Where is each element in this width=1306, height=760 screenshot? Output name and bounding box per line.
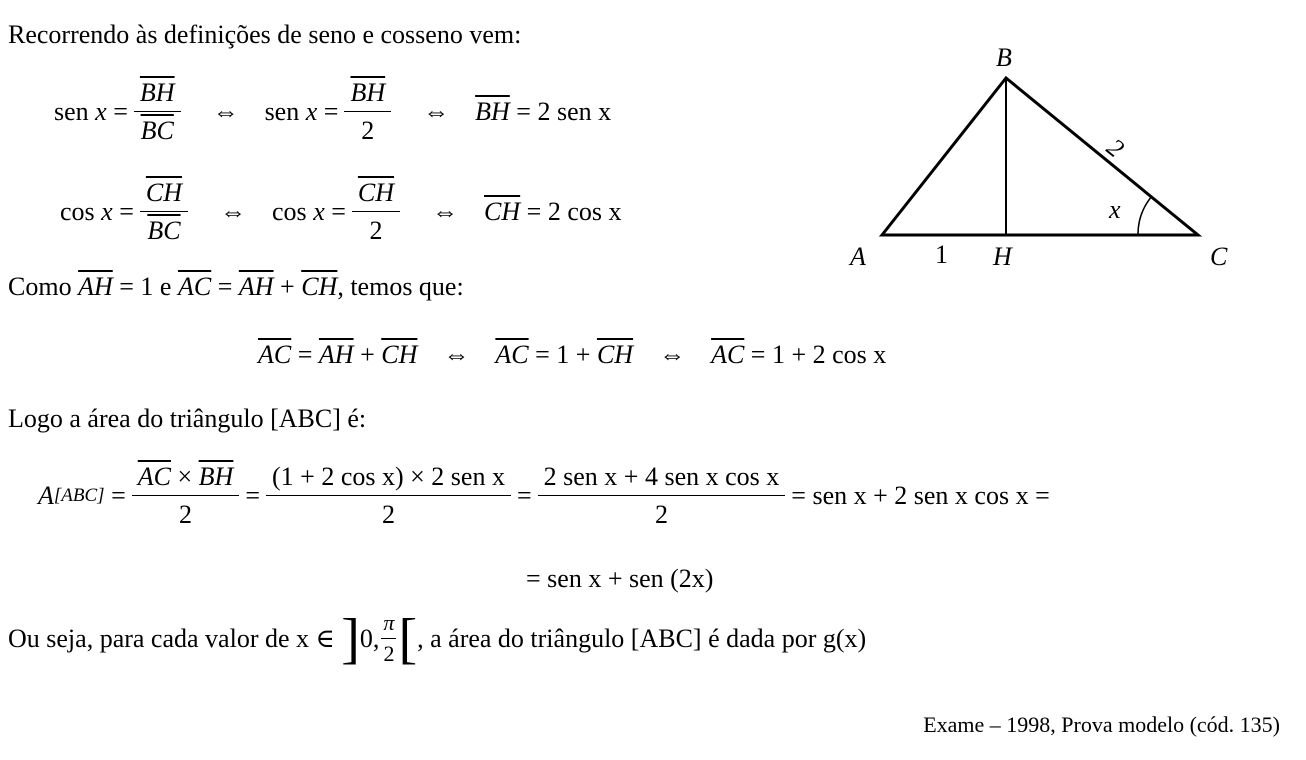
cos-frac2-numerator: $\overline{CH}$ — [352, 178, 400, 212]
pi-denominator: 2 — [383, 641, 395, 666]
como-tail: , temos que: — [337, 272, 464, 301]
triangle-figure — [840, 40, 1250, 280]
como-ah: $\overline{AH}$ — [78, 272, 113, 301]
sen-label-2: sen — [264, 97, 300, 126]
ac-lhs: $\overline{AC}$ — [258, 340, 292, 369]
area-f1-ac: $\overline{AC}$ — [137, 462, 171, 491]
ou-seja-start: Ou seja, para cada valor de x ∈ — [8, 623, 335, 653]
source-citation: Exame – 1998, Prova modelo (cód. 135) — [923, 712, 1280, 737]
sen-label: sen — [54, 97, 89, 126]
como-word: Como — [8, 272, 72, 301]
area-f2-den: 2 — [381, 500, 395, 529]
sine-equation: sen x = $\frac{\overline{BH}}{BC}$ ⇔ sen x = $\frac{\overline{BH}}{2}$ ⇔ $\overline{BH}$ = 2 sen x — [54, 78, 612, 145]
ou-seja-end: , a área do triângulo [ABC] é dada por g(x) — [417, 623, 867, 653]
angle-x-arc — [1138, 196, 1152, 235]
ch-result: $\overline{CH}$ — [484, 197, 521, 226]
logo-line: Logo a área do triângulo [ABC] é: — [8, 404, 367, 433]
sine-fraction-2 — [344, 78, 391, 146]
cos-frac2-denominator: 2 — [369, 216, 383, 245]
iff-symbol: ⇔ — [212, 97, 239, 126]
como-ah2: $\overline{AH}$ — [238, 272, 274, 301]
label-a: A — [850, 242, 866, 271]
label-c: C — [1210, 242, 1228, 271]
intro-text: Recorrendo às definições de seno e cosseno vem: — [8, 20, 522, 49]
interval-left-bracket: ] — [341, 607, 360, 670]
ac-ch: $\overline{CH}$ — [381, 340, 418, 369]
ou-seja-line — [8, 607, 867, 670]
label-h: H — [993, 242, 1012, 271]
bh-result-rhs: = 2 sen x — [516, 97, 612, 126]
area-tail: = sen x + 2 sen x cos x = — [791, 481, 1050, 510]
ch-result-rhs: = 2 cos x — [526, 197, 622, 226]
bh-result: $\overline{BH}$ — [475, 97, 510, 126]
label-x: x — [1109, 195, 1121, 224]
label-2: 2 — [1101, 132, 1130, 164]
iff-symbol-6: ⇔ — [659, 340, 686, 369]
iff-symbol-4: ⇔ — [432, 197, 459, 226]
label-b: B — [996, 43, 1012, 72]
cos-label-2: cos — [272, 197, 307, 226]
como-ch: $\overline{CH}$ — [301, 272, 338, 301]
interval-right-bracket: [ — [398, 607, 418, 670]
area-fraction-3 — [538, 462, 786, 530]
ac-rhs3: = 1 + 2 cos x — [750, 340, 887, 369]
ac-lhs-2: $\overline{AC}$ — [495, 340, 529, 369]
area-f1-den: 2 — [179, 500, 193, 529]
cos-label: cos — [60, 197, 95, 226]
area-fraction-1 — [132, 462, 240, 530]
sine-fraction-1 — [134, 78, 181, 146]
ac-equation: $\overline{AC}$ = $\overline{AH}$ + $\overline{CH}$ ⇔ $\overline{AC}$ = 1 + $\overline{CH}$ ⇔ $\overline{AC}$ = 1 + 2 cos x — [258, 340, 887, 369]
cosine-equation: cos x = $\frac{\overline{CH}}{BC}$ ⇔ cos x = $\frac{\overline{CH}}{2}$ ⇔ $\overline{CH}$ = 2 cos x — [60, 178, 622, 245]
ac-ah: $\overline{AH}$ — [318, 340, 354, 369]
cos-frac1-denominator: BC — [147, 216, 181, 245]
cosine-fraction-1 — [140, 178, 188, 246]
ac-ch-2: $\overline{CH}$ — [596, 340, 634, 369]
sine-frac1-numerator: $\overline{BH}$ — [134, 78, 181, 112]
area-f1-bh: $\overline{BH}$ — [198, 462, 234, 491]
area-f1-times: × — [177, 462, 193, 491]
area-equation: A [ABC] = $\frac{\overline{AC} \times \overline{BH}}{2}$ = $\frac{\text{(1 + 2 cos x) × 2 sen x}}{2}$ = $\frac{\text{2 sen x + 4 sen x cos x}}{2}$ = sen x + 2 sen x cos x = — [38, 462, 1050, 529]
iff-symbol-3: ⇔ — [220, 197, 247, 226]
area-line-2: = sen x + sen (2x) — [526, 564, 714, 593]
area-subscript: [ABC] — [53, 485, 105, 506]
area-f3-num: 2 sen x + 4 sen x cos x — [538, 462, 786, 496]
sine-frac2-denominator: 2 — [361, 116, 375, 145]
area-f2-num: (1 + 2 cos x) × 2 sen x — [266, 462, 511, 496]
pi-symbol: π — [381, 610, 396, 639]
label-1: 1 — [935, 240, 948, 269]
sine-frac1-denominator: BC — [140, 116, 174, 145]
pi-over-two — [381, 610, 396, 667]
como-ac: $\overline{AC}$ — [177, 272, 212, 301]
iff-symbol-2: ⇔ — [423, 97, 450, 126]
triangle-abc — [882, 78, 1198, 235]
area-fraction-2 — [266, 462, 511, 530]
area-f3-den: 2 — [654, 500, 668, 529]
cos-frac1-numerator: $\overline{CH}$ — [140, 178, 188, 212]
ac-lhs-3: $\overline{AC}$ — [711, 340, 745, 369]
como-eq1: = 1 e — [119, 272, 172, 301]
como-line: Como $\overline{AH} = 1$ e $\overline{AC} = \overline{AH} + \overline{CH}$, temos que: — [8, 272, 464, 301]
area-a: A — [38, 481, 54, 510]
iff-symbol-5: ⇔ — [443, 340, 470, 369]
cosine-fraction-2 — [352, 178, 400, 246]
ac-one-plus: = 1 + — [535, 340, 591, 369]
interval-zero: 0, — [359, 623, 380, 653]
sine-frac2-numerator: $\overline{BH}$ — [344, 78, 391, 112]
